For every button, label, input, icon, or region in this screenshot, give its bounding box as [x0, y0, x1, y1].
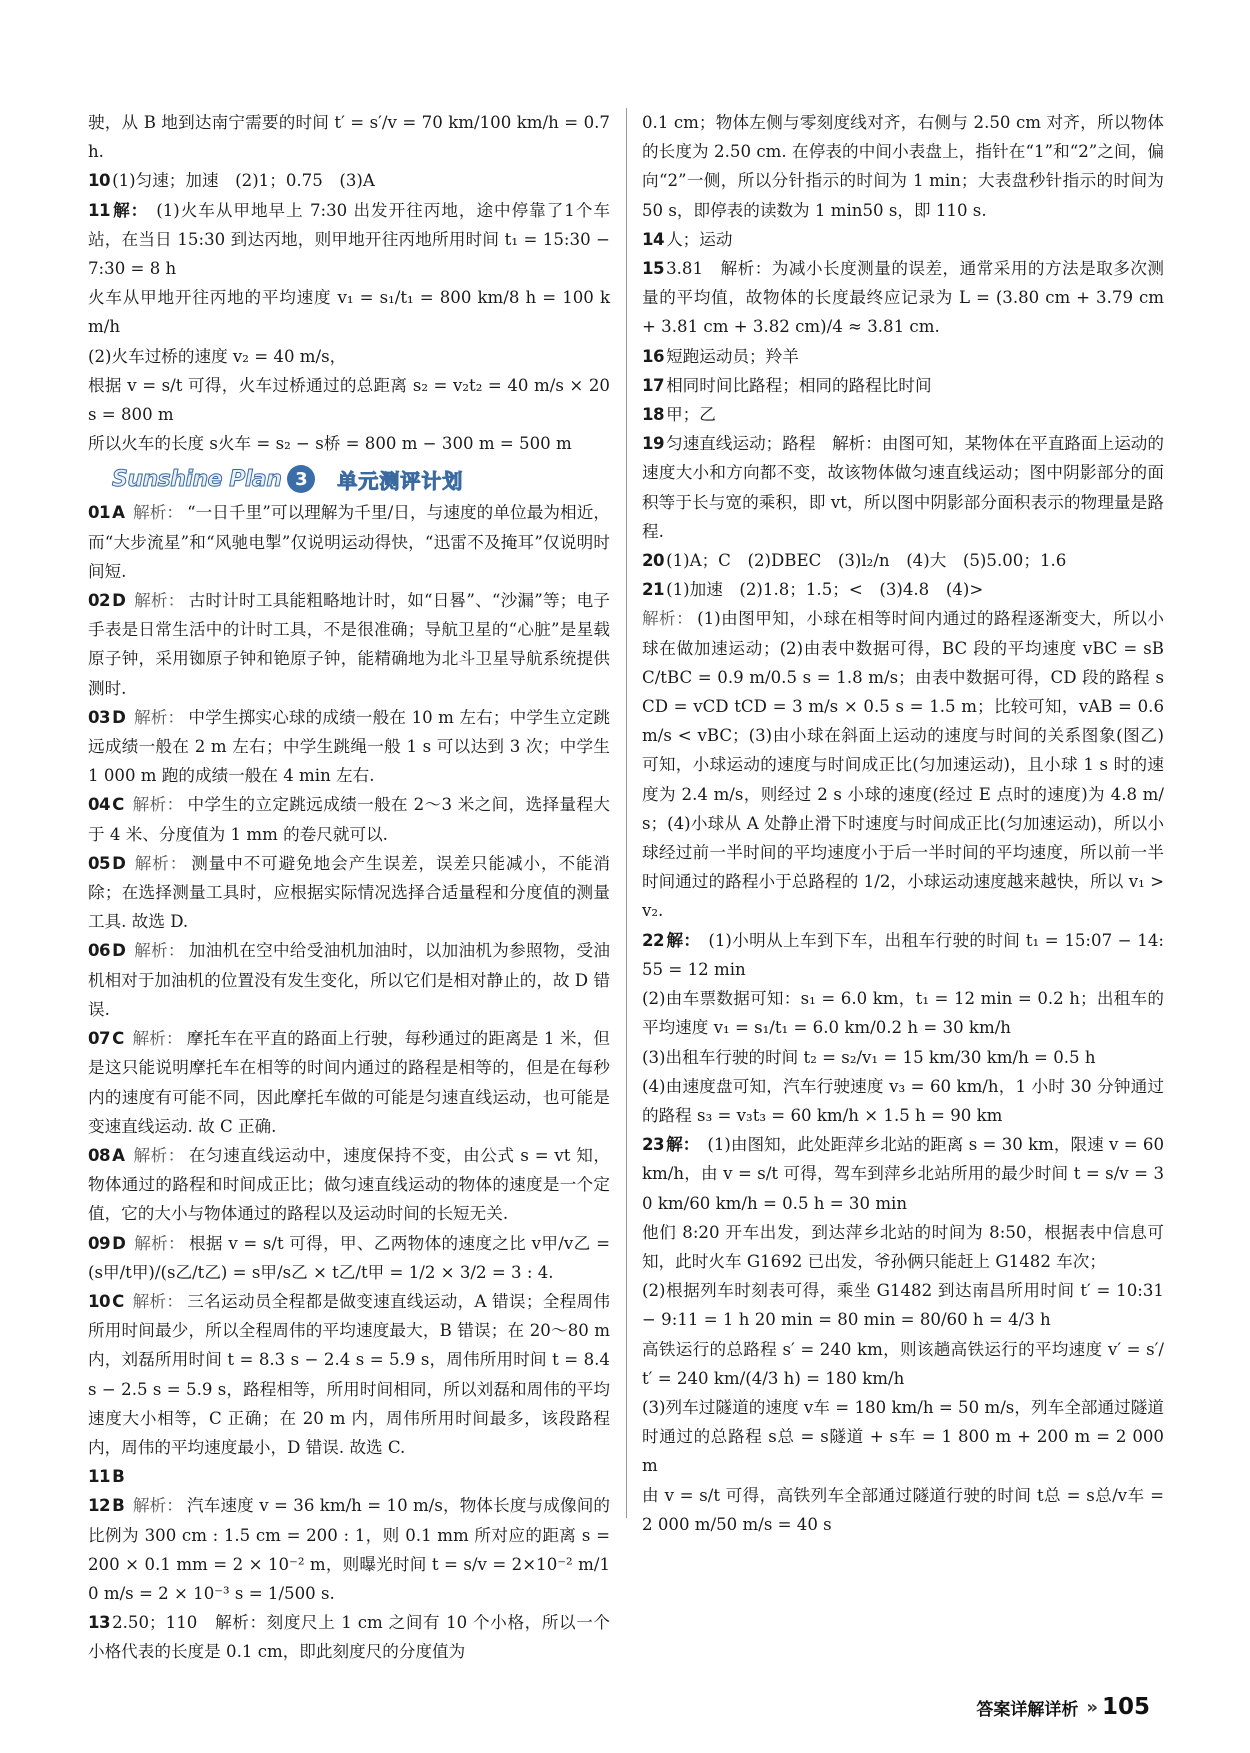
answer-text: (1)匀速；加速 (2)1；0.75 (3)A — [112, 171, 375, 191]
answer-text: 中学生掷实心球的成绩一般在 10 m 左右；中学生立定跳远成绩一般在 2 m 左右；中学生跳绳一般 1 s 可以达到 3 次；中学生 1 000 m 跑的成绩一般在 4 min 左右. — [88, 707, 610, 786]
question-number: 17 — [642, 375, 665, 395]
explanation-label: 解析： — [132, 1145, 185, 1165]
banner-plan-text: Sunshine Plan — [112, 466, 282, 492]
answer-text: (1)火车从甲地早上 7:30 出发开往丙地，途中停靠了1个车站，在当日 15:30 到达丙地，则甲地开往丙地所用时间 t₁ = 15:30 − 7:30 = 8 h — [88, 200, 611, 279]
question-number: 09 — [88, 1233, 111, 1253]
question-number: 14 — [642, 229, 665, 249]
question-number: 11 — [88, 200, 111, 220]
answer-text: 由 v = s/t 可得，高铁列车全部通过隧道行驶的时间 t总 = s总/v车 = 2 000 m/50 m/s = 40 s — [642, 1485, 1164, 1534]
question-number: 10 — [88, 1291, 111, 1311]
answer-text: 根据 v = s/t 可得，火车过桥通过的总距离 s₂ = v₂t₂ = 40 m/s × 20 s = 800 m — [88, 375, 610, 425]
answer-text: 所以火车的长度 s火车 = s₂ − s桥 = 800 m − 300 m = 500 m — [88, 434, 572, 454]
answer-choice: D — [112, 1233, 126, 1253]
answer-paragraph — [642, 429, 1164, 546]
answer-text: 汽车速度 v = 36 km/h = 10 m/s，物体长度与成像间的比例为 300 cm : 1.5 cm = 200 : 1，则 0.1 mm 所对应的距离 s = 200 × 0.1 mm = 2 × 10⁻² m，则曝光时间 t = s/v = 2×10⁻² m/10 m/s = 2 × 10⁻³ s = 1/500 s. — [88, 1496, 610, 1603]
question-number: 19 — [642, 434, 665, 454]
question-number: 18 — [642, 405, 665, 425]
question-number: 04 — [88, 795, 111, 815]
answer-paragraph — [88, 1229, 610, 1287]
answer-text: 测量中不可避免地会产生误差，误差只能减小，不能消除；在选择测量工具时，应根据实际情况选择合适量程和分度值的测量工具. 故选 D. — [88, 853, 611, 932]
answer-choice: 解： — [666, 930, 701, 950]
answer-text: (1)加速 (2)1.8；1.5；< (3)4.8 (4)> — [666, 580, 984, 600]
answer-choice: A — [112, 503, 125, 523]
answer-text: (2)火车过桥的速度 v₂ = 40 m/s， — [88, 346, 347, 366]
answer-text: 短跑运动员；羚羊 — [666, 346, 799, 366]
explanation-label: 解析： — [132, 1291, 184, 1311]
left-column — [88, 108, 610, 1667]
page-footer — [976, 1694, 1150, 1720]
question-number: 13 — [88, 1613, 111, 1633]
answer-text: 加油机在空中给受油机加油时，以加油机为参照物，受油机相对于加油机的位置没有发生变化，所以它们是相对静止的，故 D 错误. — [88, 941, 611, 1019]
answer-choice: B — [112, 1467, 125, 1487]
answer-paragraph — [88, 429, 610, 458]
answer-paragraph — [88, 1462, 610, 1491]
answer-paragraph — [642, 604, 1164, 925]
answer-text: 高铁运行的总路程 s′ = 240 km，则该趟高铁运行的平均速度 v′ = s′/t′ = 240 km/(4/3 h) = 180 km/h — [642, 1339, 1164, 1388]
answer-paragraph — [88, 1491, 610, 1608]
question-number: 08 — [88, 1145, 111, 1165]
answer-choice: D — [112, 591, 126, 611]
answer-paragraph — [88, 1024, 610, 1141]
question-number: 01 — [88, 503, 111, 523]
question-number: 12 — [88, 1496, 111, 1516]
answer-paragraph — [642, 342, 1164, 371]
answer-choice: A — [112, 1145, 125, 1165]
answer-choice: C — [112, 1029, 125, 1049]
question-number: 03 — [88, 707, 111, 727]
answer-paragraph — [642, 225, 1164, 254]
answer-text: (3)列车过隧道的速度 v车 = 180 km/h = 50 m/s，列车全部通过隧道时通过的总路程 s总 = s隧道 + s车 = 1 800 m + 200 m = 2 000 m — [642, 1397, 1164, 1476]
answer-paragraph — [642, 254, 1164, 342]
explanation-label: 解析： — [133, 941, 185, 961]
answer-paragraph — [88, 196, 610, 284]
answer-paragraph — [88, 790, 610, 848]
answer-paragraph — [88, 371, 610, 429]
answer-paragraph — [642, 1072, 1164, 1130]
answer-text: (3)出租车行驶的时间 t₂ = s₂/v₁ = 15 km/30 km/h = 0.5 h — [642, 1047, 1096, 1067]
answer-paragraph — [642, 1481, 1164, 1539]
answer-paragraph — [88, 283, 610, 341]
answer-text: 0.1 cm；物体左侧与零刻度线对齐，右侧与 2.50 cm 对齐，所以物体的长度为 2.50 cm. 在停表的中间小表盘上，指针在“1”和“2”之间，偏向“2”一侧，所以分针指示的时间为 1 min；大表盘秒针指示的时间为 50 s，即停表的读数为 1 min50 s，即 110 s. — [642, 113, 1164, 220]
explanation-label: 解析： — [133, 853, 188, 873]
answer-paragraph — [642, 1043, 1164, 1072]
page-number: 105 — [1101, 1694, 1150, 1720]
explanation-label: 解析： — [132, 503, 184, 523]
chevron-right-icon: » — [1086, 1696, 1094, 1718]
answer-paragraph — [88, 1141, 610, 1229]
answer-paragraph — [642, 1218, 1164, 1276]
question-number: 23 — [642, 1135, 665, 1155]
question-number: 05 — [88, 853, 111, 873]
question-number: 22 — [642, 930, 665, 950]
banner-title: 单元测评计划 — [337, 468, 464, 493]
answer-paragraph — [88, 498, 610, 586]
answer-paragraph — [88, 108, 610, 166]
answer-paragraph — [88, 166, 610, 195]
section-banner — [88, 464, 610, 494]
question-number: 21 — [642, 580, 665, 600]
answer-text: (1)由图知，此处距萍乡北站的距离 s = 30 km，限速 v = 60 km/h，由 v = s/t 可得，驾车到萍乡北站所用的最少时间 t = s/v = 30 km/60 km/h = 0.5 h = 30 min — [642, 1135, 1165, 1213]
answer-text: 三名运动员全程都是做变速直线运动，A 错误；全程周伟所用时间最少，所以全程周伟的平均速度最大，B 错误；在 20～80 m 内，刘磊所用时间 t = 8.3 s − 2.4 s = 5.9 s，周伟所用时间 t = 8.4 s − 2.5 s = 5.9 s，路程相等，所用时间相同，所以刘磊和周伟的平均速度大小相等，C 正确；在 20 m 内，周伟所用时间最多，该段路程内，周伟的平均速度最小，D 错误. 故选 C. — [88, 1291, 610, 1457]
answer-text: (2)根据列车时刻表可得，乘坐 G1482 到达南昌所用时间 t′ = 10:31 − 9:11 = 1 h 20 min = 80 min = 80/60 h = 4/3 h — [642, 1281, 1164, 1330]
question-number: 11 — [88, 1467, 111, 1487]
question-number: 20 — [642, 551, 665, 571]
question-number: 10 — [88, 171, 111, 191]
answer-text: 他们 8:20 开车出发，到达萍乡北站的时间为 8:50，根据表中信息可知，此时火车 G1692 已出发，爷孙俩只能赶上 G1482 车次； — [642, 1222, 1164, 1271]
answer-text: (2)由车票数据可知：s₁ = 6.0 km，t₁ = 12 min = 0.2 h；出租车的平均速度 v₁ = s₁/t₁ = 6.0 km/0.2 h = 30 km/h — [642, 989, 1164, 1038]
question-number: 06 — [88, 941, 111, 961]
explanation-label: 解析： — [133, 591, 185, 611]
answer-paragraph — [642, 984, 1164, 1042]
question-number: 07 — [88, 1029, 111, 1049]
answer-text: 甲；乙 — [666, 405, 716, 425]
answer-paragraph — [88, 1608, 610, 1666]
answer-paragraph — [642, 575, 1164, 604]
answer-text: 古时计时工具能粗略地计时，如“日晷”、“沙漏”等；电子手表是日常生活中的计时工具，不是很准确；导航卫星的“心脏”是星载原子钟，采用铷原子钟和铯原子钟，能精确地为北斗卫星导航系统提供测时. — [88, 591, 611, 698]
answer-choice: B — [112, 1496, 125, 1516]
answer-paragraph — [88, 936, 610, 1024]
answer-paragraph — [88, 586, 610, 703]
answer-paragraph — [88, 849, 610, 937]
explanation-label: 解析： — [132, 795, 184, 815]
answer-text: (1)由图甲知，小球在相等时间内通过的路程逐渐变大，所以小球在做加速运动；(2)由表中数据可得，BC 段的平均速度 vBC = sBC/tBC = 0.9 m/0.5 s = 1.8 m/s；由表中数据可得，CD 段的路程 sCD = vCD tCD = 3 m/s × 0.5 s = 1.5 m；比较可知，vAB = 0.6 m/s < vBC；(3)由小球在斜面上运动的速度与时间的关系图象(图乙)可知，小球运动的速度与时间成正比(匀加速运动)，且小球 1 s 时的速度为 2.4 m/s，则经过 2 s 小球的速度(经过 E 点时的速度)为 4.8 m/s；(4)小球从 A 处静止滑下时速度与时间成正比(匀加速运动)，所以小球经过前一半时间的平均速度小于后一半时间的平均速度，所以前一半时间通过的路程小于总路程的 1/2，小球运动速度越来越快，所以 v₁ > v₂. — [642, 609, 1164, 921]
answer-text: 相同时间比路程；相同的路程比时间 — [666, 375, 932, 395]
question-number: 15 — [642, 259, 665, 279]
answer-text: 驶，从 B 地到达南宁需要的时间 t′ = s′/v = 70 km/100 km/h = 0.7 h. — [88, 113, 610, 162]
answer-paragraph — [642, 1393, 1164, 1481]
answer-text: 在匀速直线运动中，速度保持不变，由公式 s = vt 知，物体通过的路程和时间成正比；做匀速直线运动的物体的速度是一个定值，它的大小与物体通过的路程以及运动时间的长短无关. — [88, 1145, 611, 1224]
answer-paragraph — [88, 342, 610, 371]
answer-paragraph — [88, 1287, 610, 1462]
explanation-label: 解析： — [133, 707, 185, 727]
answer-paragraph — [642, 108, 1164, 225]
answer-paragraph — [642, 371, 1164, 400]
answer-choice: C — [112, 795, 125, 815]
answer-choice: C — [112, 1291, 125, 1311]
answer-text: “一日千里”可以理解为千里/日，与速度的单位最为相近，而“大步流星”和“风驰电掣”仅说明运动得快，“迅雷不及掩耳”仅说明时间短. — [88, 503, 611, 581]
explanation-label: 解析： — [132, 1496, 183, 1516]
answer-choice: 解： — [112, 200, 149, 220]
answer-text: (1)A；C (2)DBEC (3)l₂/n (4)大 (5)5.00；1.6 — [666, 551, 1067, 571]
answer-paragraph — [642, 400, 1164, 429]
question-number: 16 — [642, 346, 665, 366]
answer-paragraph — [88, 703, 610, 791]
answer-text: 3.81 解析：为减小长度测量的误差，通常采用的方法是取多次测量的平均值，故物体的长度最终应记录为 L = (3.80 cm + 3.79 cm + 3.81 cm + 3.82 cm)/4 ≈ 3.81 cm. — [642, 259, 1164, 337]
answer-paragraph — [642, 1130, 1164, 1218]
answer-text: 根据 v = s/t 可得，甲、乙两物体的速度之比 v甲/v乙 = (s甲/t甲)/(s乙/t乙) = s甲/s乙 × t乙/t甲 = 1/2 × 3/2 = 3 : 4. — [88, 1233, 610, 1282]
answer-choice: 解： — [666, 1135, 700, 1155]
explanation-label: 解析： — [132, 1029, 183, 1049]
explanation-label: 解析： — [642, 609, 694, 629]
question-number: 02 — [88, 591, 111, 611]
answer-text: (4)由速度盘可知，汽车行驶速度 v₃ = 60 km/h，1 小时 30 分钟通过的路程 s₃ = v₃t₃ = 60 km/h × 1.5 h = 90 km — [642, 1076, 1164, 1125]
footer-label: 答案详解详析 — [976, 1699, 1079, 1720]
answer-text: 摩托车在平直的路面上行驶，每秒通过的距离是 1 米，但是这只能说明摩托车在相等的时间内通过的路程是相等的，但是在每秒内的速度有可能不同，因此摩托车做的可能是匀速直线运动，也可能是变速直线运动. 故 C 正确. — [88, 1029, 611, 1136]
answer-choice: D — [112, 941, 126, 961]
answer-paragraph — [642, 926, 1164, 984]
answer-paragraph — [642, 1276, 1164, 1334]
answer-paragraph — [642, 1335, 1164, 1393]
answer-text: (1)小明从上车到下车，出租车行驶的时间 t₁ = 15:07 − 14:55 = 12 min — [642, 930, 1164, 979]
answer-text: 2.50；110 解析：刻度尺上 1 cm 之间有 10 个小格，所以一个小格代表的长度是 0.1 cm，即此刻度尺的分度值为 — [88, 1613, 610, 1662]
column-divider — [626, 108, 627, 1518]
answer-paragraph — [642, 546, 1164, 575]
answer-text: 火车从甲地开往丙地的平均速度 v₁ = s₁/t₁ = 800 km/8 h = 100 km/h — [88, 288, 610, 337]
answer-text: 人；运动 — [666, 229, 733, 249]
answer-text: 匀速直线运动；路程 解析：由图可知，某物体在平直路面上运动的速度大小和方向都不变，故该物体做匀速直线运动；图中阴影部分的面积等于长与宽的乘积，即 vt，所以图中阴影部分面积表示的物理量是路程. — [642, 434, 1164, 541]
banner-badge-icon: 3 — [287, 465, 315, 493]
answer-choice: D — [112, 853, 126, 873]
right-column — [642, 108, 1164, 1539]
answer-text: 中学生的立定跳远成绩一般在 2～3 米之间，选择量程大于 4 米、分度值为 1 mm 的卷尺就可以. — [88, 795, 610, 844]
answer-choice: D — [112, 707, 126, 727]
explanation-label: 解析： — [133, 1233, 185, 1253]
